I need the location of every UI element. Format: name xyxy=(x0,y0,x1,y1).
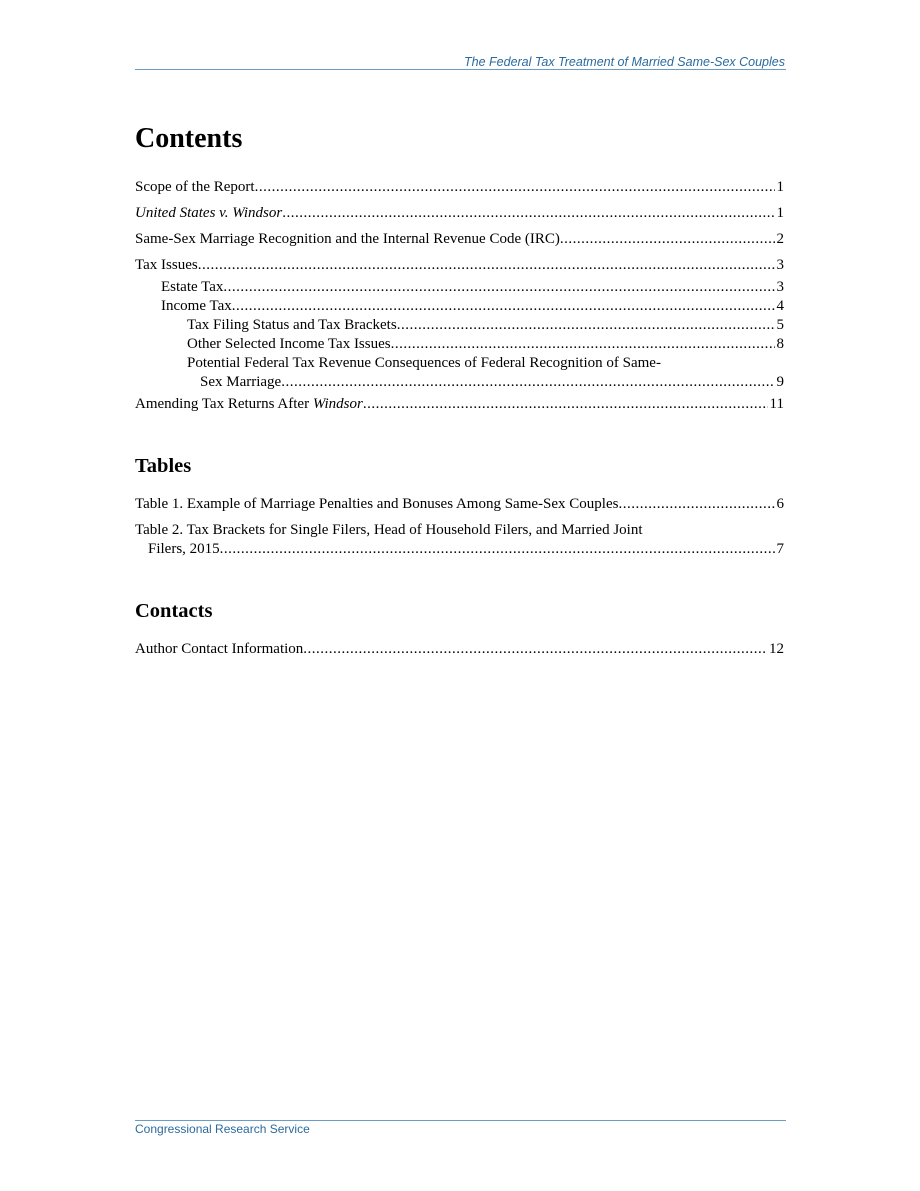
toc-entry-text xyxy=(135,394,363,414)
toc-entry-text: Filers, 2015 xyxy=(148,541,220,557)
running-header-title: The Federal Tax Treatment of Married Same-Sex Couples xyxy=(464,55,785,69)
toc-leader-dots xyxy=(618,494,774,514)
toc-leader-dots xyxy=(198,255,775,275)
toc-page-number: 4 xyxy=(776,298,784,314)
toc-entry-windsor[interactable] xyxy=(135,203,784,223)
toc-entry-recognition-irc[interactable] xyxy=(135,229,784,249)
toc-entry-text: Same-Sex Marriage Recognition and the Internal Revenue Code (IRC) xyxy=(135,231,560,247)
toc-leader-dots xyxy=(560,229,775,249)
toc-entry-table-2-line1[interactable]: Table 2. Tax Brackets for Single Filers, Head of Household Filers, and Married Joint xyxy=(135,522,643,538)
toc-page-number: 6 xyxy=(776,496,784,512)
toc-entry-revenue[interactable] xyxy=(200,372,784,392)
toc-entry-amending-returns[interactable] xyxy=(135,394,784,414)
toc-leader-dots xyxy=(397,315,775,335)
tables-heading: Tables xyxy=(135,455,192,477)
toc-page-number: 5 xyxy=(776,317,784,333)
toc-page-number: 1 xyxy=(776,205,784,221)
toc-leader-dots xyxy=(220,539,775,559)
toc-page-number: 8 xyxy=(776,336,784,352)
toc-entry-tax-issues[interactable] xyxy=(135,255,784,275)
toc-page-number: 3 xyxy=(776,279,784,295)
footer-rule xyxy=(135,1120,786,1121)
toc-leader-dots xyxy=(363,394,768,414)
footer-publisher: Congressional Research Service xyxy=(135,1122,310,1136)
toc-page-number: 1 xyxy=(776,179,784,195)
toc-leader-dots xyxy=(255,177,775,197)
toc-leader-dots xyxy=(303,639,767,659)
toc-entry-text: Sex Marriage xyxy=(200,374,282,390)
toc-entry-filing-status[interactable] xyxy=(187,315,784,335)
toc-entry-text: Scope of the Report xyxy=(135,179,255,195)
toc-entry-text: Estate Tax xyxy=(161,279,224,295)
toc-entry-text: Tax Issues xyxy=(135,257,198,273)
toc-entry-text: Author Contact Information xyxy=(135,641,304,657)
toc-page-number: 3 xyxy=(776,257,784,273)
toc-leader-dots xyxy=(223,277,774,297)
toc-entry-text: Tax Filing Status and Tax Brackets xyxy=(187,317,397,333)
toc-entry-income-tax[interactable] xyxy=(161,296,784,316)
toc-entry-text-prefix: Amending Tax Returns After xyxy=(135,396,313,412)
toc-entry-text: United States v. Windsor xyxy=(135,205,283,221)
header-rule xyxy=(135,69,786,70)
toc-page-number: 12 xyxy=(769,641,784,657)
toc-leader-dots xyxy=(281,372,774,392)
toc-entry-estate-tax[interactable] xyxy=(161,277,784,297)
contacts-heading: Contacts xyxy=(135,600,213,622)
toc-entry-revenue-line1[interactable]: Potential Federal Tax Revenue Consequences of Federal Recognition of Same- xyxy=(187,355,661,371)
toc-entry-text-italic: Windsor xyxy=(312,396,363,412)
toc-page-number: 11 xyxy=(769,396,784,412)
toc-entry-author-contact[interactable] xyxy=(135,639,784,659)
toc-page-number: 2 xyxy=(776,231,784,247)
toc-entry-table-2[interactable] xyxy=(148,539,784,559)
contents-heading: Contents xyxy=(135,123,243,154)
toc-leader-dots xyxy=(282,203,774,223)
toc-page-number: 7 xyxy=(776,541,784,557)
toc-leader-dots xyxy=(391,334,775,354)
toc-leader-dots xyxy=(232,296,775,316)
toc-entry-other-income-tax[interactable] xyxy=(187,334,784,354)
toc-page-number: 9 xyxy=(776,374,784,390)
toc-entry-text: Income Tax xyxy=(161,298,232,314)
toc-entry-text: Table 1. Example of Marriage Penalties and Bonuses Among Same-Sex Couples xyxy=(135,496,619,512)
toc-entry-text: Other Selected Income Tax Issues xyxy=(187,336,391,352)
toc-entry-table-1[interactable] xyxy=(135,494,784,514)
toc-entry-scope[interactable] xyxy=(135,177,784,197)
